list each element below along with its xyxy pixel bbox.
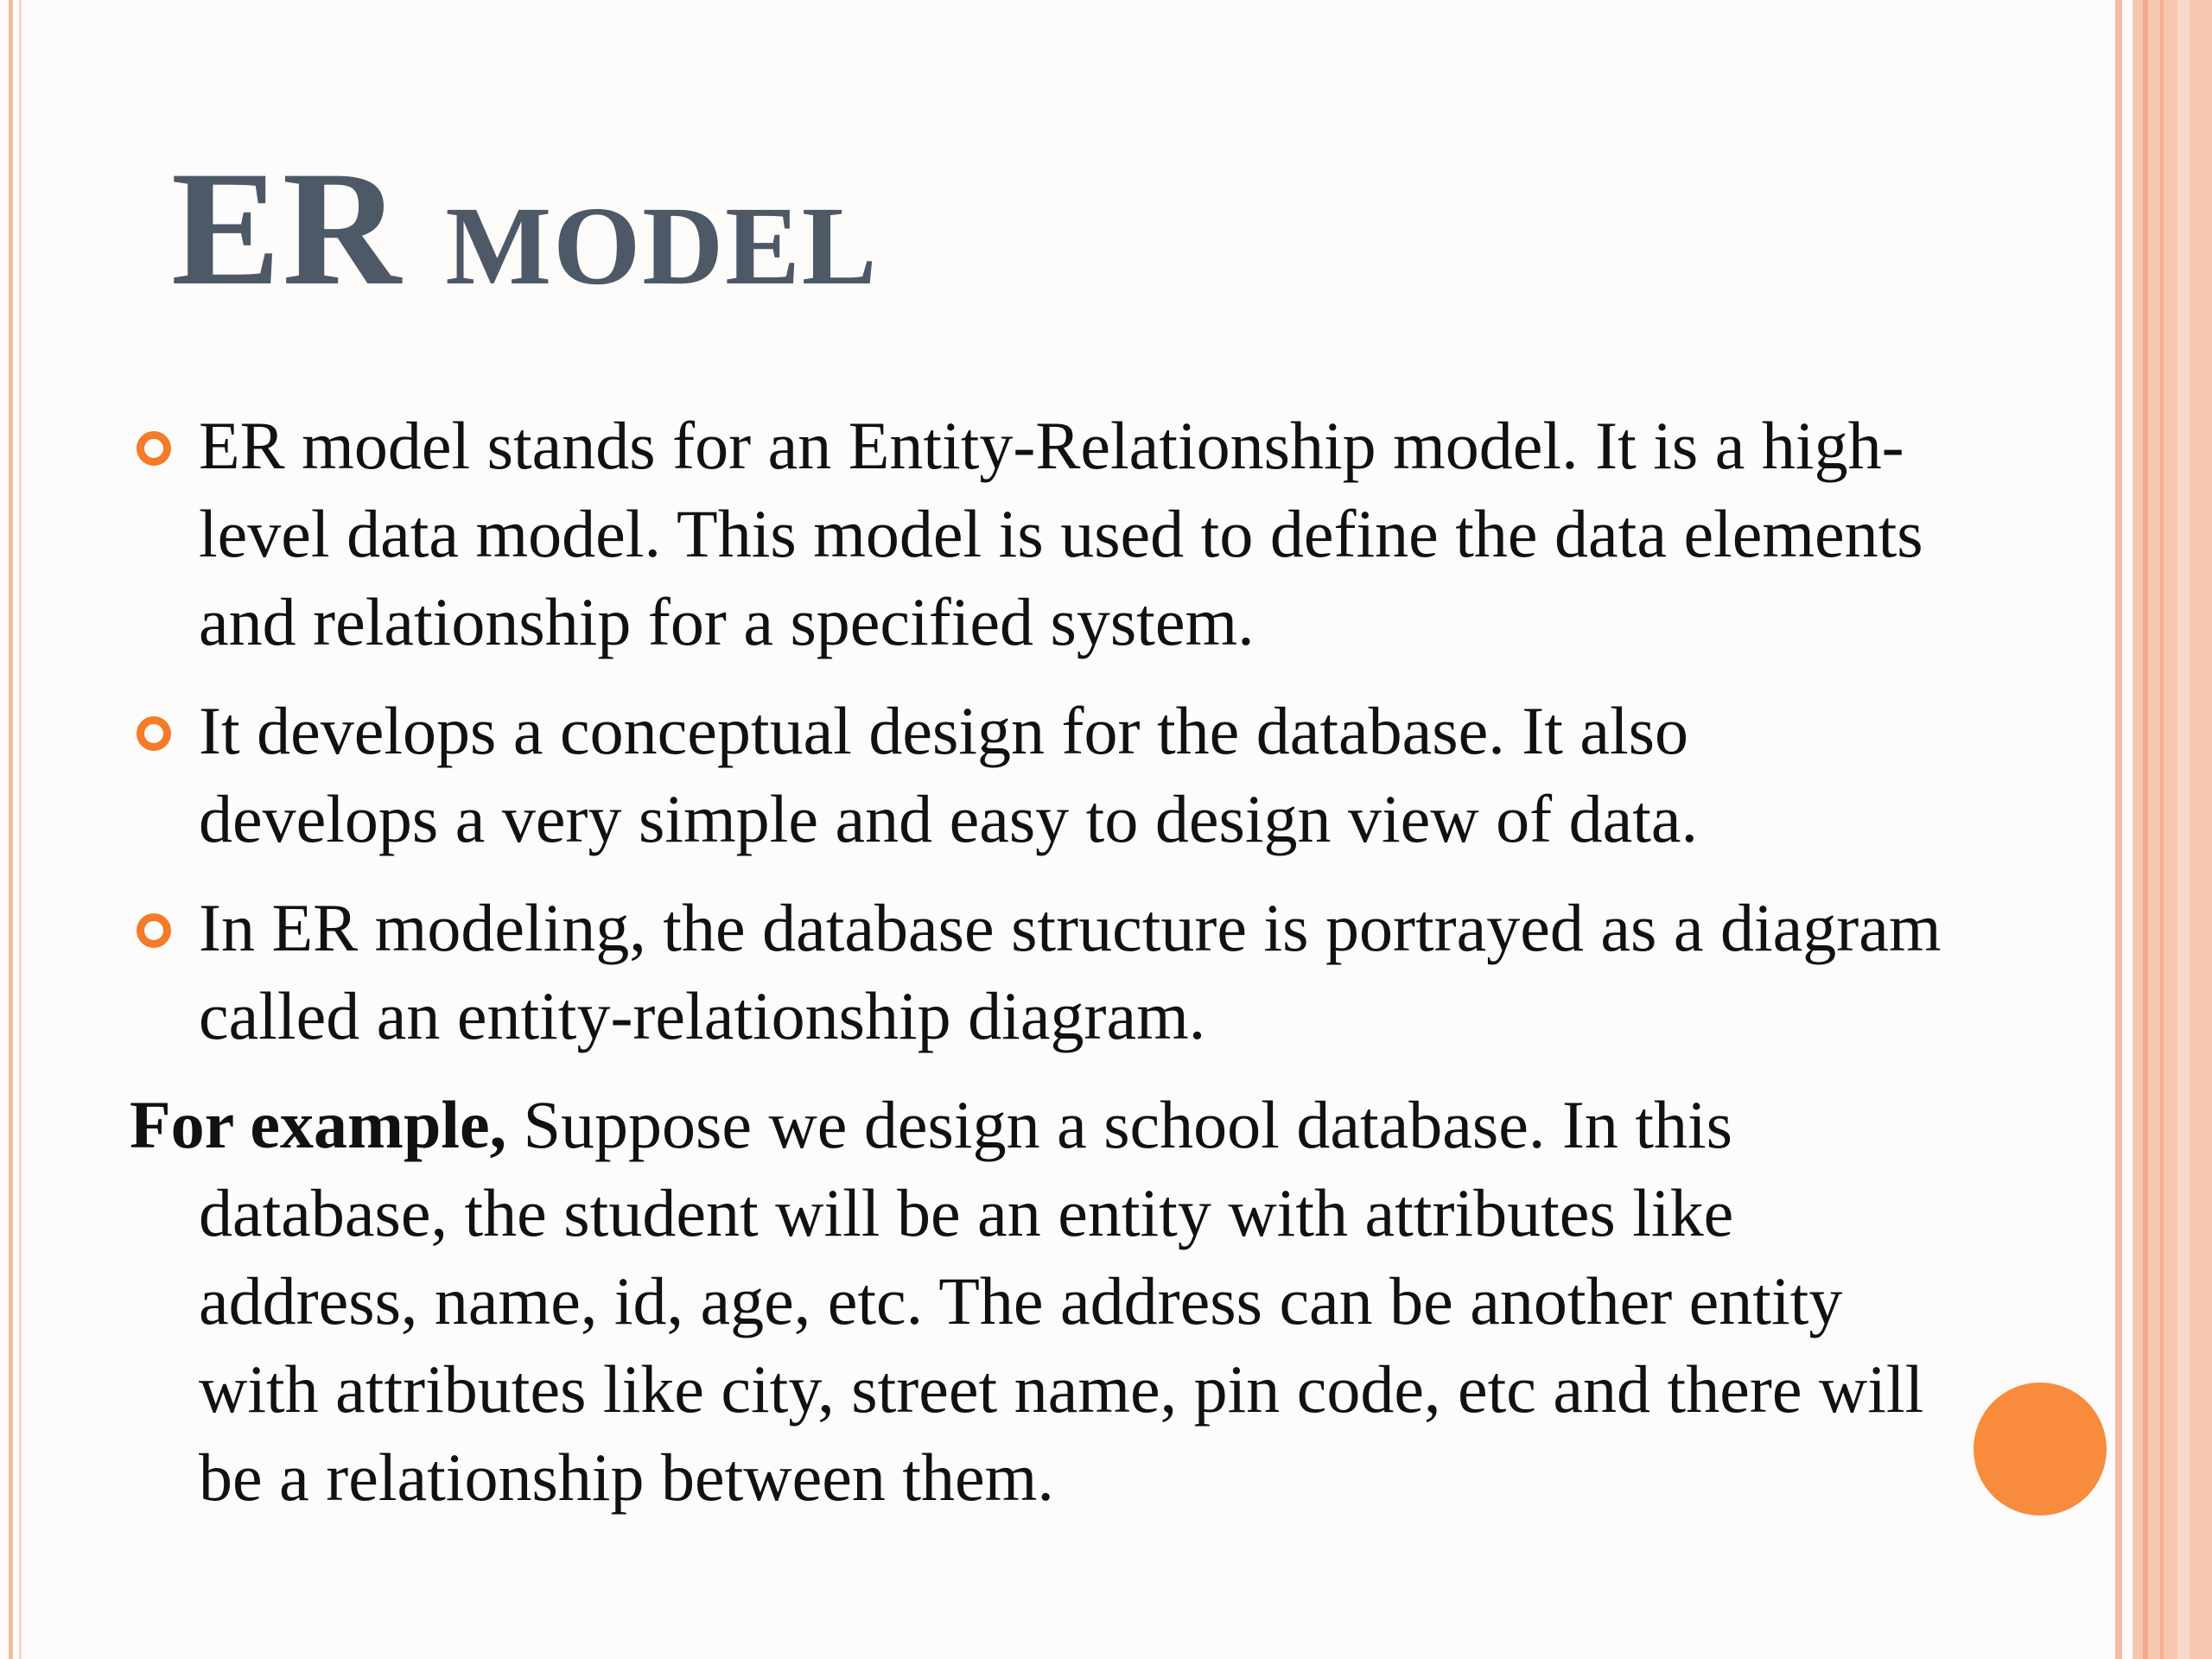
left-border-line <box>9 0 13 1659</box>
title-model: MODEL <box>445 184 879 308</box>
circle-bullet-icon <box>137 716 171 751</box>
bullet-text: It develops a conceptual design for the database. It also develops a very simple and easy to design view of data. <box>199 693 1699 856</box>
bullet-item <box>130 687 1944 863</box>
example-paragraph <box>130 1081 1944 1522</box>
bullet-item <box>130 402 1944 666</box>
slide-title <box>171 138 879 320</box>
title-er: ER <box>171 138 403 320</box>
right-border-stripe <box>2115 0 2122 1659</box>
bullet-text: ER model stands for an Entity-Relationship model. It is a high-level data model. This model is used to define the data elements and relationship for a specified system. <box>199 408 1923 659</box>
example-label: For example, <box>130 1087 507 1162</box>
bullet-item <box>130 884 1944 1060</box>
example-text: Suppose we design a school database. In this database, the student will be an entity with attributes like address, name, id, age, etc. The address can be another entity with attributes like city, street name, pin code, etc and there will be a relationship between them. <box>199 1087 1924 1515</box>
slide-body <box>130 402 1944 1522</box>
left-border-line <box>19 0 22 1659</box>
right-border-stripe <box>2143 0 2148 1659</box>
circle-bullet-icon <box>137 913 171 948</box>
right-border-stripe <box>2160 0 2164 1659</box>
decorative-circle <box>1974 1382 2107 1516</box>
bullet-text: In ER modeling, the database structure is portrayed as a diagram called an entity-relationship diagram. <box>199 890 1942 1053</box>
right-border-stripe <box>2177 0 2190 1659</box>
circle-bullet-icon <box>137 431 171 466</box>
